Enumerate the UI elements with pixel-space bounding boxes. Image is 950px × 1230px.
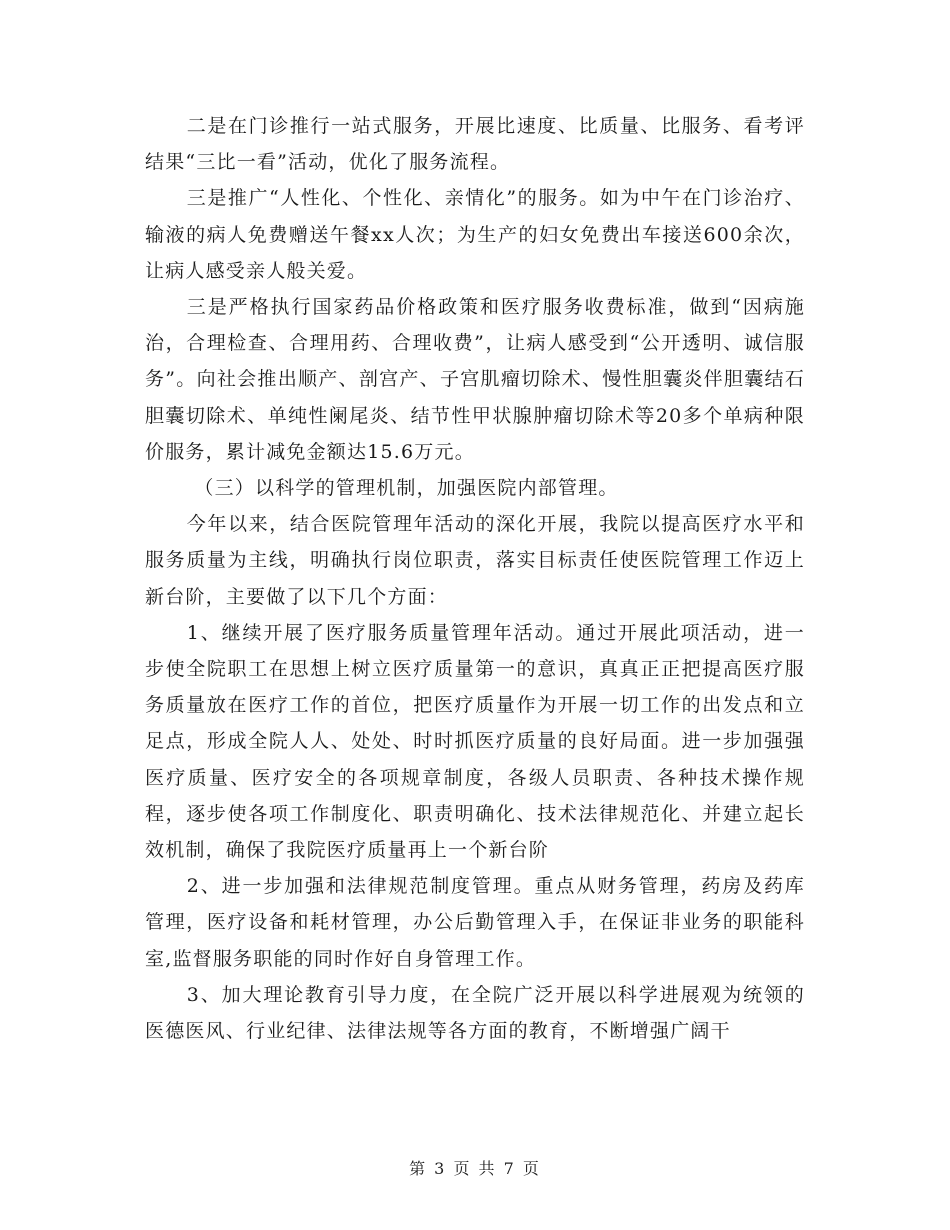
paragraph-outpatient-one-stop: 二是在门诊推行一站式服务，开展比速度、比质量、比服务、看考评结果“三比一看”活动，优化了服务流程。	[145, 115, 805, 174]
page-number-footer: 第 3 页 共 7 页	[409, 1159, 541, 1178]
paragraph-management-intro: 今年以来，结合医院管理年活动的深化开展，我院以提高医疗水平和服务质量为主线，明确执行岗位职责，落实目标责任使医院管理工作迈上新台阶，主要做了以下几个方面：	[145, 513, 805, 608]
paragraph-item-3-education: 3、加大理论教育引导力度，在全院广泛开展以科学进展观为统领的医德医风、行业纪律、法律法规等各方面的教育，不断增强广阔干	[145, 983, 805, 1043]
paragraph-humanized-service: 三是推广“人性化、个性化、亲情化”的服务。如为中午在门诊治疗、输液的病人免费赠送午餐xx人次；为生产的妇女免费出车接送600余次，让病人感受亲人般关爱。	[145, 187, 805, 282]
document-body	[145, 108, 805, 1049]
paragraph-item-1-quality: 1、继续开展了医疗服务质量管理年活动。通过开展此项活动，进一步使全院职工在思想上树立医疗质量第一的意识，真真正正把提高医疗服务质量放在医疗工作的首位，把医疗质量作为开展一切工作的出发点和立足点，形成全院人人、处处、时时抓医疗质量的良好局面。进一步加强强医疗质量、医疗安全的各项规章制度，各级人员职责、各种技术操作规程，逐步使各项工作制度化、职责明确化、技术法律规范化、并建立起长效机制，确保了我院医疗质量再上一个新台阶	[145, 621, 805, 862]
section-heading-management: （三）以科学的管理机制，加强医院内部管理。	[194, 477, 619, 500]
paragraph-item-2-regulation: 2、进一步加强和法律规范制度管理。重点从财务管理，药房及药库管理，医疗设备和耗材管理，办公后勤管理入手，在保证非业务的职能科室,监督服务职能的同时作好自身管理工作。	[145, 875, 805, 970]
paragraph-price-policy: 三是严格执行国家药品价格政策和医疗服务收费标准，做到“因病施治，合理检查、合理用药、合理收费”，让病人感受到“公开透明、诚信服务”。向社会推出顺产、剖宫产、子宫肌瘤切除术、慢性胆囊炎伴胆囊结石胆囊切除术、单纯性阑尾炎、结节性甲状腺肿瘤切除术等20多个单病种限价服务，累计减免金额达15.6万元。	[145, 296, 805, 463]
